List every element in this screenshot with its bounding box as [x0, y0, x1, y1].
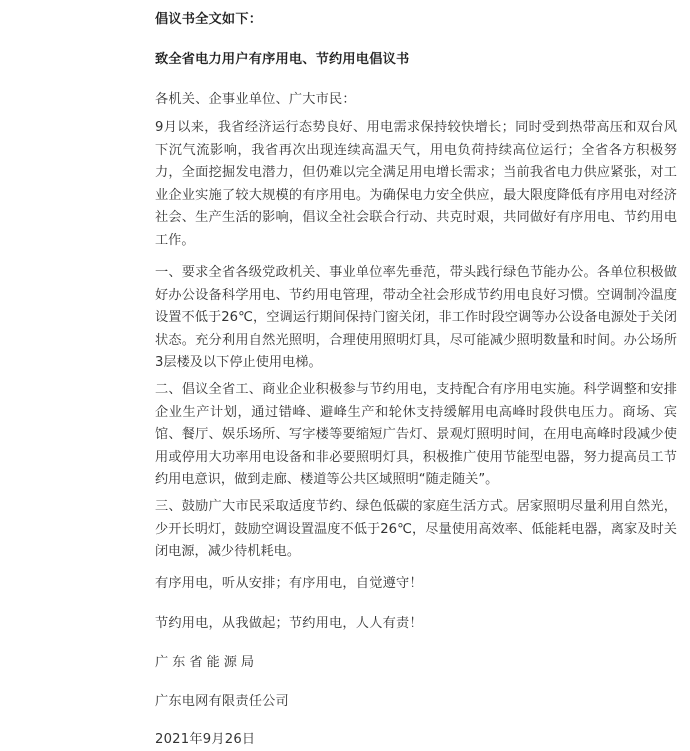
salutation: 各机关、企事业单位、广大市民： [155, 92, 356, 107]
intro-heading: 倡议书全文如下： [155, 12, 263, 27]
paragraph-item-2: 二、倡议全省工、商业企业积极参与节约用电，支持配合有序用电实施。科学调整和安排企业生产计划，通过错峰、避峰生产和轮休支持缓解用电高峰时段供电压力。商场、宾馆、餐厅、娱乐场所、写字楼等要缩短广告灯、景观灯照明时间，在用电高峰时段减少使用或停用大功率用电设备和非必要照明灯具，积极推广使用节能型电器，努力提高员工节约用电意识，做到走廊、楼道等公共区域照明“随走随关”。 [155, 382, 677, 487]
paragraph-item-1: 一、要求全省各级党政机关、事业单位率先垂范，带头践行绿色节能办公。各单位积极做好办公设备科学用电、节约用电管理，带动全社会形成节约用电良好习惯。空调制冷温度设置不低于26℃，空调运行期间保持门窗关闭，非工作时段空调等办公设备电源处于关闭状态。充分利用自然光照明，合理使用照明灯具，尽可能减少照明数量和时间。办公场所3层楼及以下停止使用电梯。 [155, 265, 677, 370]
paragraph-item-3: 三、鼓励广大市民采取适度节约、绿色低碳的家庭生活方式。居家照明尽量利用自然光，少开长明灯，鼓励空调设置温度不低于26℃，尽量使用高效率、低能耗电器，离家及时关闭电源，减少待机耗电。 [155, 499, 677, 559]
slogan-2: 节约用电，从我做起；节约用电，人人有责！ [155, 616, 423, 631]
signatory-energy-bureau: 广东省能源局 [155, 655, 259, 670]
slogan-1: 有序用电，听从安排；有序用电，自觉遵守！ [155, 576, 423, 591]
signatory-power-grid: 广东电网有限责任公司 [155, 694, 289, 709]
document-date: 2021年9月26日 [155, 732, 256, 747]
paragraph-intro: 9月以来，我省经济运行态势良好、用电需求保持较快增长；同时受到热带高压和双台风下沉气流影响，我省再次出现连续高温天气，用电负荷持续高位运行；全省各方积极努力，全面挖掘发电潜力，但仍难以完全满足用电增长需求；当前我省电力供应紧张，对工业企业实施了较大规模的有序用电。为确保电力安全供应，最大限度降低有序用电对经济社会、生产生活的影响，倡议全社会联合行动、共克时艰，共同做好有序用电、节约用电工作。 [155, 120, 677, 248]
document-title: 致全省电力用户有序用电、节约用电倡议书 [155, 52, 410, 67]
